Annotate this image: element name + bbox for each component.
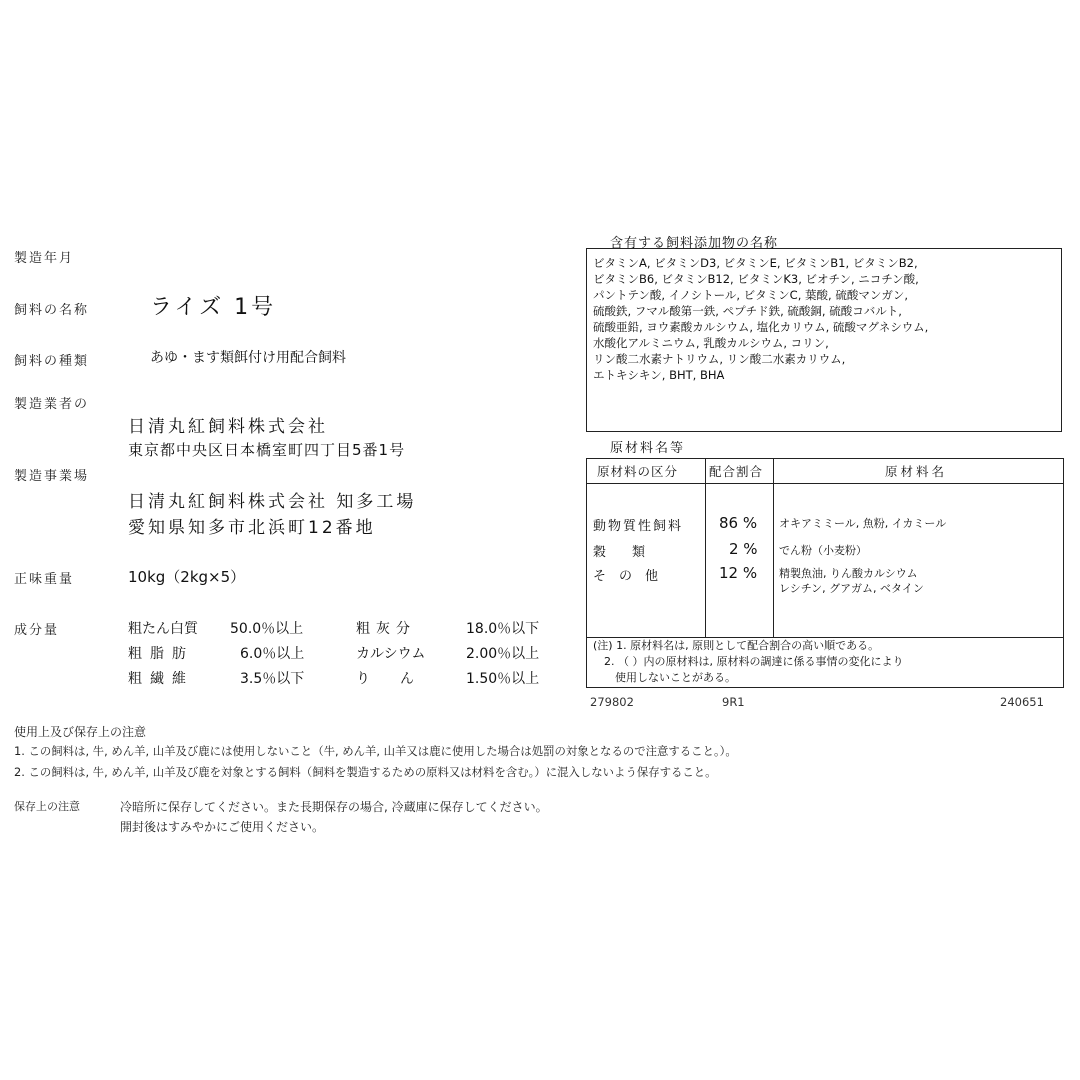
factory-label: 製造事業場 [14,469,90,484]
additives-line: 硫酸亜鉛, ヨウ素酸カルシウム, 塩化カリウム, 硫酸マグネシウム, [593,320,929,334]
lot-code: 279802 [590,695,634,709]
composition-value: 2.00％以上 [466,646,540,662]
table-header: 原材料の区分 [597,464,679,479]
table-divider [587,483,1063,484]
composition-value: 6.0％以上 [240,646,305,662]
feed-type: あゆ・ます類餌付け用配合飼料 [150,350,346,366]
additives-title: 含有する飼料添加物の名称 [610,236,779,251]
raw-materials-notes [586,636,1064,688]
composition-value: 18.0％以下 [466,621,540,637]
additives-line: リン酸二水素ナトリウム, リン酸二水素カリウム, [593,352,846,366]
feed-name-label: 飼料の名称 [14,303,90,318]
additives-line: エトキシキン, BHT, BHA [593,368,725,382]
composition-name: 粗繊維 [128,671,194,687]
table-header: 原材料名 [885,464,948,479]
table-cell-category: 動物質性飼料 [593,519,684,534]
additives-line: 水酸化アルミニウム, 乳酸カルシウム, コリン, [593,336,829,350]
raw-materials-title: 原材料名等 [610,441,686,456]
usage-precaution-line: 2. この飼料は, 牛, めん羊, 山羊及び鹿を対象とする飼料（飼料を製造するための原料又は材料を含む。）に混入しないよう保存すること。 [14,765,717,779]
storage-line: 冷暗所に保存してください。また長期保存の場合, 冷蔵庫に保存してください。 [120,800,548,814]
table-cell-names: レシチン, グアガム, ベタイン [779,582,924,595]
table-cell-ratio: 2 % [729,540,758,558]
composition-label: 成分量 [14,623,60,638]
lot-code: 240651 [1000,695,1044,709]
composition-value: 50.0％以上 [230,621,304,637]
table-divider [705,459,706,637]
composition-value: 1.50％以上 [466,671,540,687]
additives-line: 硫酸鉄, フマル酸第一鉄, ペプチド鉄, 硫酸銅, 硫酸コバルト, [593,304,902,318]
storage-line: 開封後はすみやかにご使用ください。 [120,820,325,834]
composition-name: 粗たん白質 [128,621,198,637]
table-cell-category: 穀 類 [593,545,646,560]
factory-address: 愛知県知多市北浜町12番地 [128,518,376,538]
net-weight-label: 正味重量 [14,572,75,587]
additives-line: ビタミンA, ビタミンD3, ビタミンE, ビタミンB1, ビタミンB2, [593,256,918,270]
table-cell-names: オキアミミール, 魚粉, イカミール [779,517,947,530]
manufacturer-name: 日清丸紅飼料株式会社 [128,417,328,437]
additives-line: ビタミンB6, ビタミンB12, ビタミンK3, ビオチン, ニコチン酸, [593,272,919,286]
table-divider [773,459,774,637]
composition-value: 3.5％以下 [240,671,305,687]
feed-name: ライズ 1号 [150,295,277,320]
composition-name: りん [356,671,444,687]
manufacturer-label: 製造業者の [14,397,90,412]
usage-precaution-line: 1. この飼料は, 牛, めん羊, 山羊及び鹿には使用しないこと（牛, めん羊, 山羊又は鹿に使用した場合は処罰の対象となるので注意すること。）。 [14,744,737,758]
lot-code: 9R1 [722,695,745,709]
usage-precautions-title: 使用上及び保存上の注意 [14,725,147,739]
table-cell-names: 精製魚油, りん酸カルシウム [779,567,918,580]
note-line: 2. （ ）内の原材料は, 原材料の調達に係る事情の変化により [593,655,904,668]
feed-type-label: 飼料の種類 [14,354,90,369]
manufacturer-address: 東京都中央区日本橋室町四丁目5番1号 [128,441,406,459]
note-line: (注) 1. 原材料名は, 原則として配合割合の高い順である。 [593,639,880,652]
table-cell-names: でん粉（小麦粉） [779,544,867,557]
raw-materials-table [586,458,1064,638]
composition-name: カルシウム [356,646,426,662]
table-cell-ratio: 12 % [719,564,758,582]
composition-name: 粗灰分 [356,621,416,637]
table-cell-category: そ の 他 [593,569,659,584]
table-header: 配合割合 [709,464,764,479]
note-line: 使用しないことがある。 [593,671,736,684]
table-cell-ratio: 86 % [719,514,758,532]
composition-name: 粗脂肪 [128,646,194,662]
additives-line: パントテン酸, イノシトール, ビタミンC, 葉酸, 硫酸マンガン, [593,288,908,302]
net-weight: 10kg（2kg×5） [128,568,246,586]
factory-name: 日清丸紅飼料株式会社 知多工場 [128,492,417,512]
storage-label: 保存上の注意 [14,800,80,813]
additives-box [586,248,1062,432]
manufacture-date-label: 製造年月 [14,251,75,266]
